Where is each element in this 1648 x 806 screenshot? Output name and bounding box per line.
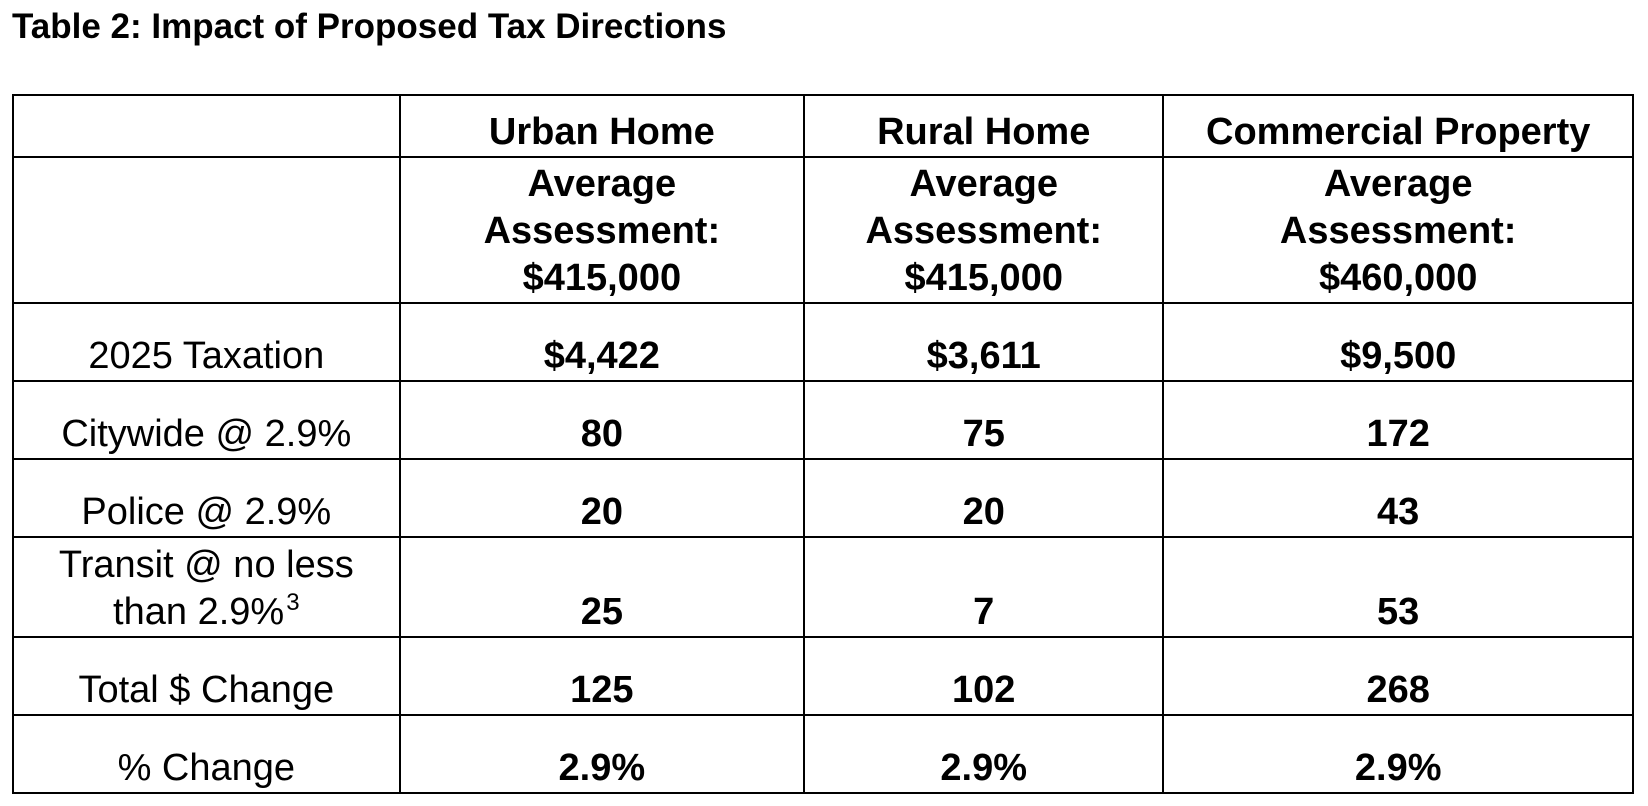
cell-rural-home: 75 — [804, 381, 1163, 459]
table-row-2025-taxation — [13, 303, 1633, 381]
assessment-empty-cell — [13, 157, 400, 303]
cell-urban-home: 80 — [400, 381, 804, 459]
header-commercial-property: Commercial Property — [1163, 95, 1633, 157]
cell-commercial-property: 53 — [1163, 537, 1633, 637]
row-label — [13, 537, 400, 637]
row-label: 2025 Taxation — [13, 303, 400, 381]
cell-commercial-property: 268 — [1163, 637, 1633, 715]
cell-commercial-property: $9,500 — [1163, 303, 1633, 381]
assessment-line: Average — [527, 163, 677, 205]
tax-impact-table — [12, 94, 1634, 794]
cell-commercial-property: 172 — [1163, 381, 1633, 459]
cell-urban-home: 2.9% — [400, 715, 804, 793]
assessment-line: Average — [1323, 163, 1473, 205]
header-rural-home: Rural Home — [804, 95, 1163, 157]
table-row-police — [13, 459, 1633, 537]
row-label: Citywide @ 2.9% — [13, 381, 400, 459]
cell-rural-home: 2.9% — [804, 715, 1163, 793]
cell-rural-home: 20 — [804, 459, 1163, 537]
assessment-line: Assessment: — [865, 210, 1102, 252]
cell-urban-home: 125 — [400, 637, 804, 715]
row-label-line: Transit @ no less — [58, 544, 354, 586]
row-label-line — [14, 589, 399, 636]
footnote-marker: 3 — [286, 589, 300, 616]
header-row — [13, 95, 1633, 157]
assessment-line: Assessment: — [1279, 210, 1517, 252]
cell-rural-home: $3,611 — [804, 303, 1163, 381]
cell-commercial-property: 43 — [1163, 459, 1633, 537]
assessment-row — [13, 157, 1633, 303]
row-label: % Change — [13, 715, 400, 793]
cell-rural-home: 7 — [804, 537, 1163, 637]
assessment-commercial-property — [1163, 157, 1633, 303]
row-label: Police @ 2.9% — [13, 459, 400, 537]
cell-commercial-property: 2.9% — [1163, 715, 1633, 793]
assessment-value: $415,000 — [522, 257, 682, 299]
cell-urban-home: 25 — [400, 537, 804, 637]
assessment-value: $415,000 — [904, 257, 1063, 299]
table-title: Table 2: Impact of Proposed Tax Directions — [12, 7, 727, 46]
row-label: Total $ Change — [13, 637, 400, 715]
assessment-line: Average — [909, 163, 1059, 205]
assessment-urban-home — [400, 157, 804, 303]
assessment-rural-home — [804, 157, 1163, 303]
cell-rural-home: 102 — [804, 637, 1163, 715]
table-row-total-change — [13, 637, 1633, 715]
assessment-value: $460,000 — [1318, 257, 1478, 299]
cell-urban-home: 20 — [400, 459, 804, 537]
assessment-line: Assessment: — [483, 210, 721, 252]
cell-urban-home: $4,422 — [400, 303, 804, 381]
header-urban-home: Urban Home — [400, 95, 804, 157]
table-row-transit — [13, 537, 1633, 637]
header-empty-cell — [13, 95, 400, 157]
table-row-citywide — [13, 381, 1633, 459]
row-label-text: than 2.9% — [113, 591, 285, 633]
table-row-percent-change — [13, 715, 1633, 793]
